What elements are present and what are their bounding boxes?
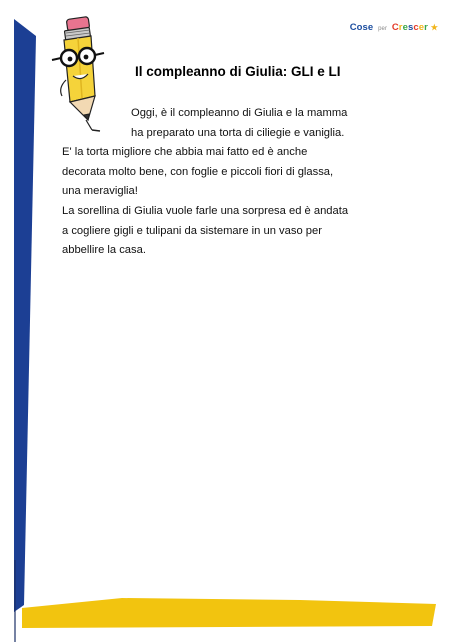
page-title: Il compleanno di Giulia: GLI e LI: [135, 64, 341, 79]
logo-letter: C: [391, 22, 399, 33]
text-line: decorata molto bene, con foglie e piccoli fiori di glassa,: [62, 165, 334, 178]
story-text: [62, 104, 402, 261]
text-line: abbellire la casa.: [62, 244, 146, 257]
logo-word-crescere: [392, 22, 431, 33]
text-line: a cogliere gigli e tulipani da sistemare in un vaso per: [62, 224, 322, 237]
text-line: una meraviglia!: [62, 185, 138, 198]
text-line: La sorellina di Giulia vuole farle una sorpresa ed è andata: [62, 204, 349, 217]
logo-letter: r: [398, 22, 403, 33]
text-line: ha preparato una torta di ciliegie e vaniglia.: [131, 126, 345, 139]
text-line: E' la torta migliore che abbia mai fatto ed è anche: [62, 146, 308, 159]
text-line: Oggi, è il compleanno di Giulia e la mamma: [131, 107, 348, 119]
logo-letter: e: [418, 22, 425, 33]
cose-per-crescere-logo: [350, 22, 438, 33]
left-blue-stripe: [14, 19, 36, 612]
star-icon: ★: [430, 23, 438, 32]
logo-word-cose: Cose: [349, 22, 374, 33]
logo-letter: e: [402, 22, 408, 33]
logo-letter: r: [424, 22, 428, 33]
bottom-yellow-stripe: [22, 598, 436, 628]
logo-word-per: per: [378, 26, 388, 32]
logo-letter: s: [407, 22, 414, 33]
logo-letter: c: [413, 22, 419, 33]
